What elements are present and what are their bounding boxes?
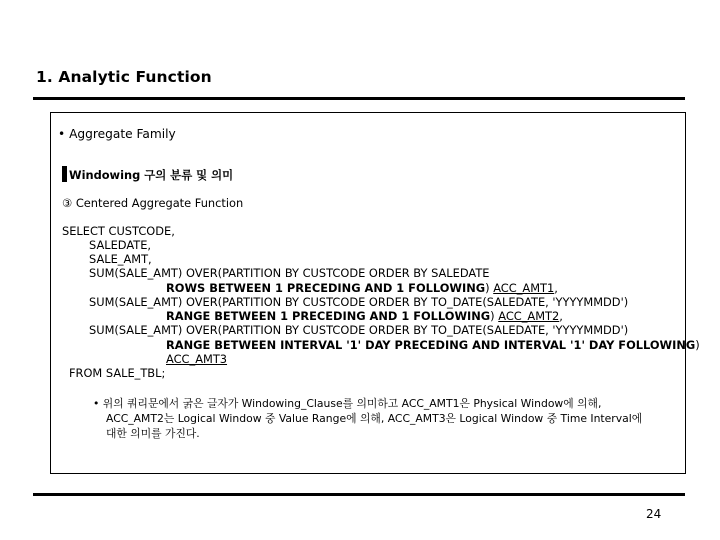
sql-line	[166, 309, 563, 323]
sql-comma: ,	[554, 281, 558, 295]
heading-marker-icon	[62, 166, 67, 182]
sql-line: SUM(SALE_AMT) OVER(PARTITION BY CUSTCODE ORDER BY TO_DATE(SALEDATE, 'YYYYMMDD')	[89, 323, 629, 337]
sql-line: SALEDATE,	[89, 238, 152, 252]
sql-line	[166, 352, 227, 366]
windowing-clause: RANGE BETWEEN INTERVAL '1' DAY PRECEDING AND INTERVAL '1' DAY FOLLOWING	[166, 338, 696, 352]
subsection-heading: ③ Centered Aggregate Function	[62, 196, 244, 210]
subheading-text: Windowing 구의 분류 및 의미	[69, 168, 234, 182]
note-line: ACC_AMT2는 Logical Window 중 Value Range에 의해, ACC_AMT3은 Logical Window 중 Time Interval에	[106, 412, 643, 425]
footer-divider	[33, 493, 685, 496]
sql-line	[166, 281, 558, 295]
sql-paren: )	[695, 338, 700, 352]
section-heading: • Aggregate Family	[58, 127, 176, 141]
column-alias: ACC_AMT1	[493, 281, 555, 295]
column-alias: ACC_AMT2	[498, 309, 560, 323]
subheading	[62, 166, 233, 182]
note-line: 대한 의미를 가진다.	[106, 427, 200, 440]
sql-paren: )	[490, 309, 499, 323]
note-line: • 위의 쿼리문에서 굵은 글자가 Windowing_Clause를 의미하고 ACC_AMT1은 Physical Window에 의해,	[93, 397, 602, 410]
windowing-clause: ROWS BETWEEN 1 PRECEDING AND 1 FOLLOWING	[166, 281, 486, 295]
sql-line: FROM SALE_TBL;	[69, 366, 166, 380]
title-divider	[33, 97, 685, 100]
sql-paren: )	[485, 281, 494, 295]
sql-line	[166, 338, 700, 352]
page-number: 24	[646, 507, 662, 521]
windowing-clause: RANGE BETWEEN 1 PRECEDING AND 1 FOLLOWING	[166, 309, 491, 323]
slide-title: 1. Analytic Function	[36, 68, 212, 86]
sql-comma: ,	[559, 309, 563, 323]
sql-line: SUM(SALE_AMT) OVER(PARTITION BY CUSTCODE ORDER BY SALEDATE	[89, 266, 490, 280]
sql-line: SELECT CUSTCODE,	[62, 224, 175, 238]
sql-line: SUM(SALE_AMT) OVER(PARTITION BY CUSTCODE ORDER BY TO_DATE(SALEDATE, 'YYYYMMDD')	[89, 295, 629, 309]
column-alias: ACC_AMT3	[166, 352, 228, 366]
sql-line: SALE_AMT,	[89, 252, 152, 266]
